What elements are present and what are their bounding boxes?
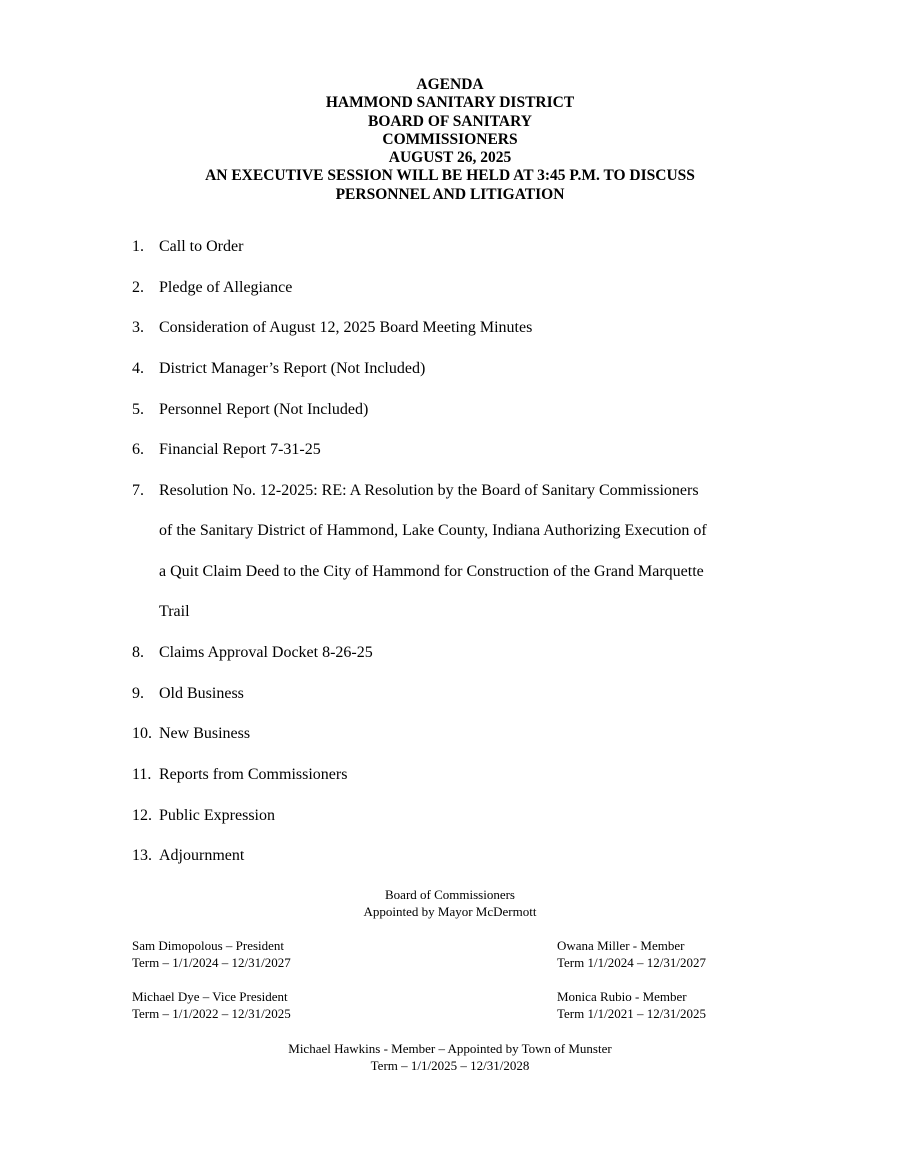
member-term: Term – 1/1/2022 – 12/31/2025 (132, 1006, 291, 1021)
header-board-line-1: BOARD OF SANITARY (368, 112, 532, 130)
agenda-item-number: 11. (132, 766, 152, 783)
agenda-item-continuation: of the Sanitary District of Hammond, Lake County, Indiana Authorizing Execution of (159, 522, 707, 539)
agenda-item-number: 5. (132, 401, 144, 418)
member-term: Term – 1/1/2025 – 12/31/2028 (370, 1058, 530, 1073)
agenda-item-text: Adjournment (159, 847, 245, 864)
header-date: AUGUST 26, 2025 (388, 149, 512, 167)
member-name: Monica Rubio - Member (557, 989, 687, 1004)
agenda-item-continuation: a Quit Claim Deed to the City of Hammond for Construction of the Grand Marquette (159, 563, 704, 580)
agenda-item-number: 1. (132, 238, 144, 255)
agenda-item-text: Resolution No. 12-2025: RE: A Resolution by the Board of Sanitary Commissioners (159, 482, 699, 499)
agenda-item-number: 9. (132, 685, 144, 702)
member-block (557, 937, 706, 971)
agenda-item-text: Old Business (159, 685, 244, 702)
munster-member-block (0, 1040, 900, 1074)
header-organization: HAMMOND SANITARY DISTRICT (325, 94, 575, 112)
agenda-item-number: 7. (132, 482, 144, 499)
agenda-item-text: Pledge of Allegiance (159, 279, 293, 296)
header-session-line-1: AN EXECUTIVE SESSION WILL BE HELD AT 3:45 P.M. TO DISCUSS (205, 167, 695, 185)
agenda-item-number: 2. (132, 279, 144, 296)
agenda-item-number: 8. (132, 644, 144, 661)
member-block (557, 988, 706, 1022)
member-name: Owana Miller - Member (557, 938, 685, 953)
agenda-item-number: 12. (132, 807, 152, 824)
member-term: Term – 1/1/2024 – 12/31/2027 (132, 955, 291, 970)
agenda-item-number: 4. (132, 360, 144, 377)
agenda-item-number: 10. (132, 725, 152, 742)
agenda-item-text: Financial Report 7-31-25 (159, 441, 321, 458)
header-board-line-2: COMMISSIONERS (382, 130, 518, 148)
board-heading (0, 886, 900, 920)
agenda-item-number: 6. (132, 441, 144, 458)
board-subtitle: Appointed by Mayor McDermott (363, 904, 537, 919)
header-session-line-2: PERSONNEL AND LITIGATION (335, 185, 565, 203)
member-block (132, 988, 291, 1022)
agenda-item-number: 13. (132, 847, 152, 864)
agenda-header (0, 76, 900, 204)
agenda-item-text: Personnel Report (Not Included) (159, 401, 369, 418)
member-term: Term 1/1/2021 – 12/31/2025 (557, 1006, 706, 1021)
agenda-item-text: New Business (159, 725, 251, 742)
header-title: AGENDA (416, 76, 484, 93)
agenda-item-continuation: Trail (159, 603, 190, 620)
agenda-item-text: Consideration of August 12, 2025 Board Meeting Minutes (159, 319, 533, 336)
agenda-item-text: Reports from Commissioners (159, 766, 348, 783)
member-term: Term 1/1/2024 – 12/31/2027 (557, 955, 706, 970)
member-name: Michael Hawkins - Member – Appointed by Town of Munster (288, 1041, 612, 1056)
agenda-item-text: Public Expression (159, 807, 275, 824)
board-title: Board of Commissioners (385, 887, 515, 902)
member-name: Sam Dimopolous – President (132, 938, 285, 953)
member-block (132, 937, 291, 971)
member-name: Michael Dye – Vice President (132, 989, 288, 1004)
agenda-item-text: Call to Order (159, 238, 244, 255)
agenda-item-text: District Manager’s Report (Not Included) (159, 360, 426, 377)
agenda-item-number: 3. (132, 319, 144, 336)
agenda-item-text: Claims Approval Docket 8-26-25 (159, 644, 373, 661)
